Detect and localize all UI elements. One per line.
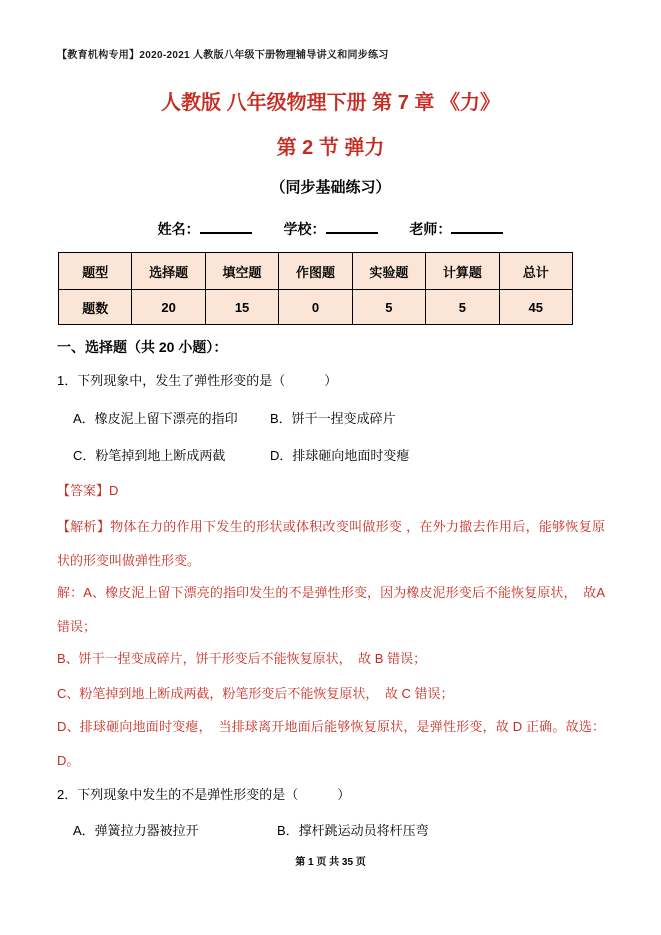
name-label: 姓名：	[157, 221, 200, 237]
table-cell: 15	[205, 290, 278, 325]
question-1-answer: 【答案】D	[57, 483, 119, 498]
table-cell: 题数	[59, 290, 132, 325]
doc-chapter-title: 第 2 节 弹力	[276, 137, 385, 159]
question-2-text: 2．下列现象中发生的不是弹性形变的是（ ）	[57, 787, 351, 802]
page-footer: 第 1 页 共 35 页	[295, 857, 366, 868]
student-info-line	[0, 219, 661, 239]
school-blank	[326, 229, 378, 234]
question-1-analysis-c: C、粉笔掉到地上断成两截，粉笔形变后不能恢复原状， 故 C 错误；	[57, 686, 454, 701]
teacher-label: 老师：	[409, 221, 452, 237]
doc-header-note: 【教育机构专用】2020-2021 人教版八年级下册物理辅导讲义和同步练习	[57, 50, 389, 61]
section-heading-choice: 一、选择题（共 20 小题）：	[57, 339, 228, 355]
table-cell: 总计	[499, 253, 572, 290]
question-1-option-b: B．饼干一捏变成碎片	[270, 411, 396, 426]
doc-title: 人教版 八年级物理下册 第 7 章 《力》	[161, 92, 500, 114]
question-1-analysis-b: B、饼干一捏变成碎片，饼干形变后不能恢复原状， 故 B 错误；	[57, 651, 427, 666]
table-cell: 填空题	[205, 253, 278, 290]
question-2-option-b: B．撑杆跳运动员将杆压弯	[277, 823, 429, 838]
question-1-analysis-intro: 【解析】物体在力的作用下发生的形状或体积改变叫做形变 ，在外力撤去作用后，能够恢复原状的形变叫做弹性形变。	[57, 519, 605, 568]
table-row	[59, 253, 573, 290]
question-1-text: 1．下列现象中，发生了弹性形变的是（ ）	[57, 373, 338, 388]
question-1-option-d: D．排球砸向地面时变瘪	[270, 448, 410, 463]
table-cell: 45	[499, 290, 572, 325]
question-summary-table	[58, 252, 573, 325]
doc-subtitle: （同步基础练习）	[270, 179, 391, 196]
table-cell: 题型	[59, 253, 132, 290]
table-cell: 实验题	[352, 253, 425, 290]
name-field	[158, 221, 252, 237]
question-2-option-a: A．弹簧拉力器被拉开	[73, 823, 199, 838]
table-cell: 计算题	[426, 253, 499, 290]
teacher-blank	[451, 229, 503, 234]
table-cell: 5	[352, 290, 425, 325]
table-row	[59, 290, 573, 325]
teacher-field	[409, 221, 503, 237]
question-1-option-a: A．橡皮泥上留下漂亮的指印	[73, 411, 238, 426]
table-cell: 0	[279, 290, 352, 325]
question-1-analysis-a: 解：A、橡皮泥上留下漂亮的指印发生的不是弹性形变，因为橡皮泥形变后不能恢复原状， 故A 错误；	[57, 585, 605, 634]
name-blank	[200, 229, 252, 234]
table-cell: 作图题	[279, 253, 352, 290]
question-1-option-c: C．粉笔掉到地上断成两截	[73, 448, 226, 463]
table-cell: 20	[132, 290, 205, 325]
school-field	[284, 221, 378, 237]
table-cell: 5	[426, 290, 499, 325]
table-cell: 选择题	[132, 253, 205, 290]
question-1-analysis-d: D、排球砸向地面时变瘪， 当排球离开地面后能够恢复原状，是弹性形变，故 D 正确。故选：D。	[57, 719, 605, 768]
school-label: 学校：	[283, 221, 326, 237]
